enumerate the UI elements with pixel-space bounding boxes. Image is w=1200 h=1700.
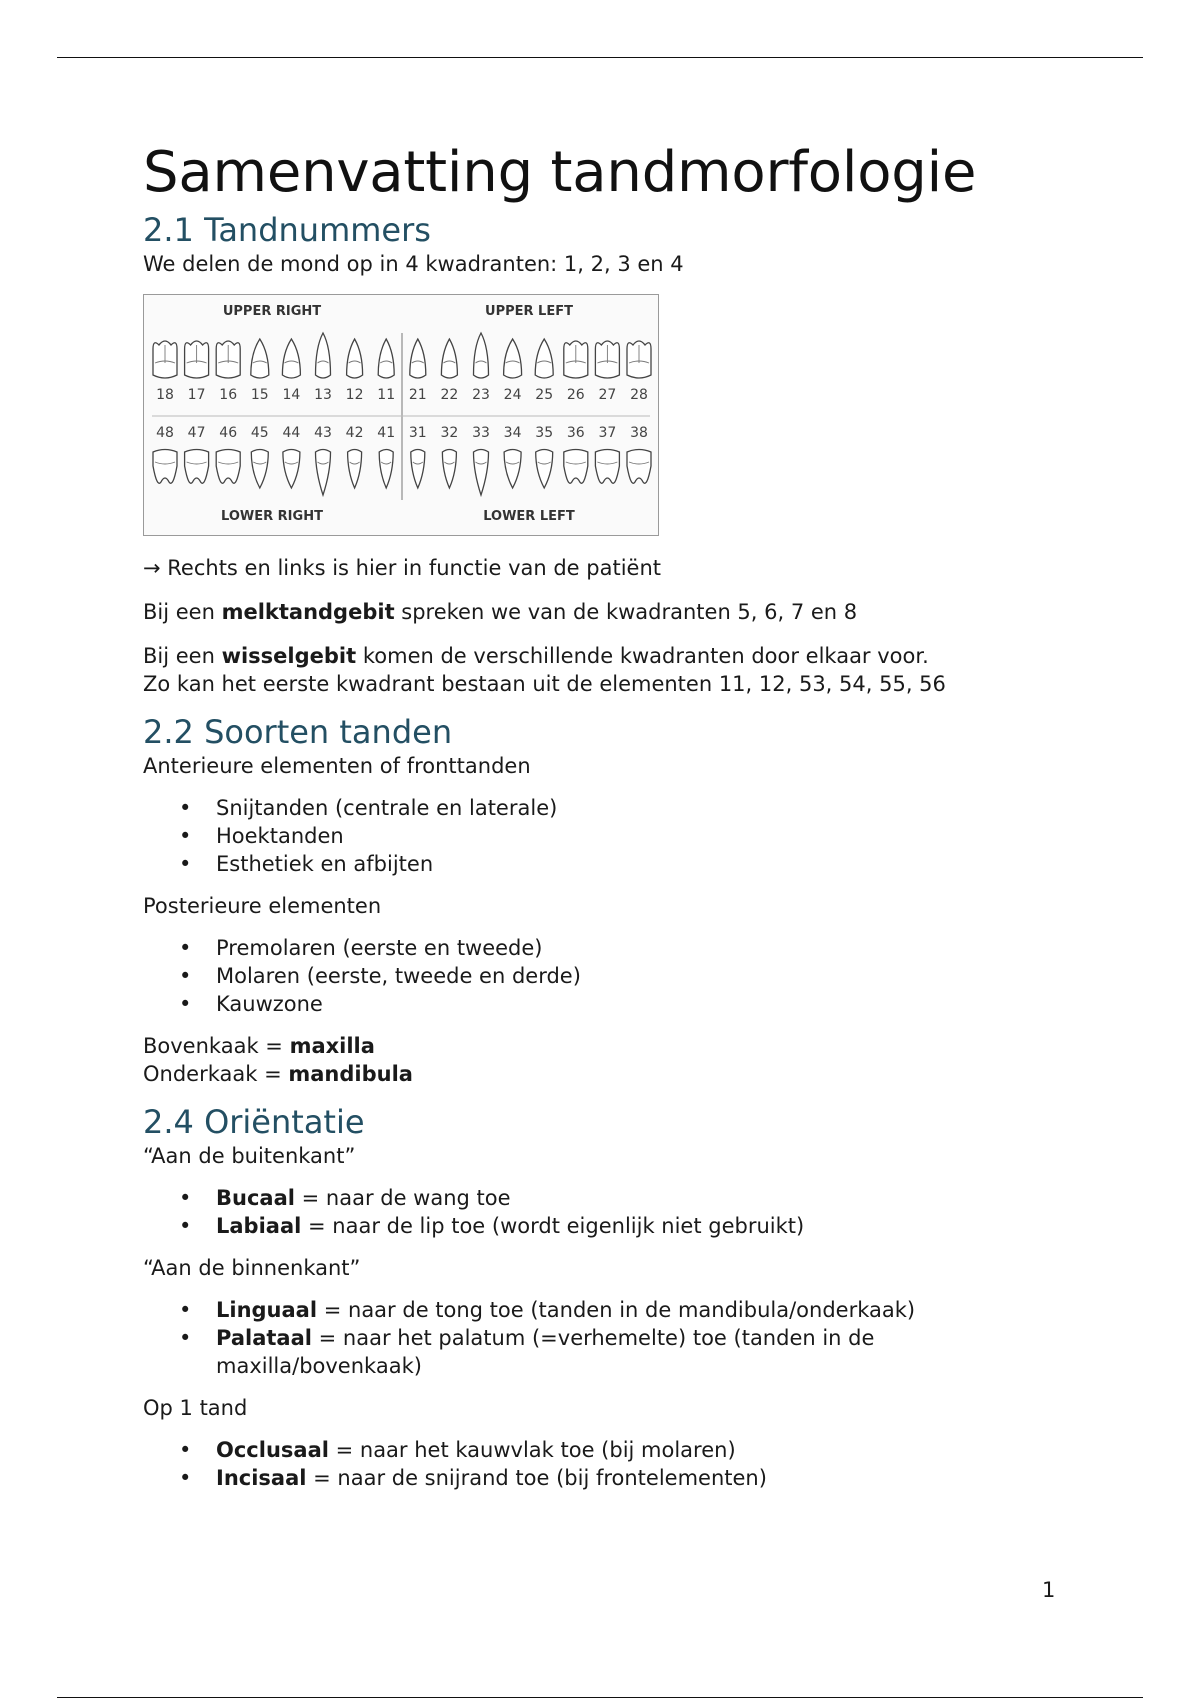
- list-item: • Premolaren (eerste en tweede): [143, 934, 1073, 962]
- tooth-number-lower: 36: [566, 425, 585, 441]
- tooth-number-upper: 17: [187, 387, 206, 403]
- tooth-number-upper: 28: [630, 387, 648, 403]
- page-number: 1: [1042, 1578, 1056, 1602]
- list-item: • Molaren (eerste, tweede en derde): [143, 962, 1073, 990]
- tooth-number-lower: 45: [250, 425, 269, 441]
- tooth-number-upper: 26: [566, 387, 585, 403]
- document-title: Samenvatting tandmorfologie: [143, 140, 977, 205]
- upper-incisor-shape: [441, 339, 457, 378]
- upper-molar-shape: [564, 341, 588, 378]
- tooth-number-upper: 24: [503, 387, 522, 403]
- wisselgebit-paragraph: Bij een wisselgebit komen de verschillende kwadranten door elkaar voor. Zo kan het eerste kwadrant bestaan uit de elementen 11, 12, 53, 54, 55, 56: [143, 644, 946, 696]
- tooth-number-lower: 34: [503, 425, 522, 441]
- intro-kwadranten: We delen de mond op in 4 kwadranten: 1, 2, 3 en 4: [143, 252, 684, 276]
- lower-molar-shape: [627, 450, 651, 484]
- posterior-label: Posterieure elementen: [143, 894, 382, 918]
- list-item: • Esthetiek en afbijten: [143, 850, 1073, 878]
- tooth-number-upper: 23: [472, 387, 490, 403]
- list-item: • Palataal = naar het palatum (=verhemelte) toe (tanden in de maxilla/bovenkaak): [143, 1324, 1073, 1380]
- lower-molar-shape: [564, 450, 588, 484]
- tooth-label: Op 1 tand: [143, 1396, 248, 1420]
- list-item: • Bucaal = naar de wang toe: [143, 1184, 1073, 1212]
- posterior-list: [143, 934, 1073, 1018]
- lower-incisor-shape: [348, 450, 362, 489]
- anterior-list: [143, 794, 1073, 878]
- tooth-number-lower: 38: [630, 425, 648, 441]
- lower-premolar-shape: [251, 450, 268, 489]
- list-item: • Incisaal = naar de snijrand toe (bij frontelementen): [143, 1464, 1073, 1492]
- tooth-number-lower: 37: [598, 425, 617, 441]
- header-rule: [57, 57, 1143, 58]
- lower-incisor-shape: [379, 450, 393, 489]
- upper-molar-shape: [216, 341, 240, 378]
- lower-premolar-shape: [504, 450, 521, 489]
- document-body: [143, 140, 1073, 1492]
- tooth-number-upper: 14: [282, 387, 301, 403]
- tooth-number-upper: 21: [408, 387, 427, 403]
- lower-molar-shape: [216, 450, 240, 484]
- tooth-numbering-figure: [143, 294, 659, 536]
- tooth-number-lower: 44: [282, 425, 301, 441]
- outside-label: “Aan de buitenkant”: [143, 1144, 356, 1168]
- side-note: → Rechts en links is hier in functie van de patiënt: [143, 556, 662, 580]
- tooth-chart-illustration: [144, 295, 658, 535]
- label-lower-right: LOWER RIGHT: [221, 509, 323, 524]
- tooth-number-upper: 25: [535, 387, 554, 403]
- label-upper-right: UPPER RIGHT: [222, 304, 322, 319]
- upper-molar-shape: [153, 341, 177, 378]
- tooth-number-upper: 15: [250, 387, 269, 403]
- term-maxilla: maxilla: [289, 1034, 375, 1058]
- upper-incisor-shape: [410, 339, 426, 378]
- melktandgebit-paragraph: Bij een melktandgebit spreken we van de kwadranten 5, 6, 7 en 8: [143, 600, 858, 624]
- upper-molar-shape: [185, 341, 209, 378]
- lower-premolar-shape: [283, 450, 300, 489]
- list-item: • Labiaal = naar de lip toe (wordt eigenlijk niet gebruikt): [143, 1212, 1073, 1240]
- tooth-number-lower: 33: [472, 425, 490, 441]
- tooth-number-lower: 31: [408, 425, 427, 441]
- list-item: • Occlusaal = naar het kauwvlak toe (bij molaren): [143, 1436, 1073, 1464]
- heading-orientatie: 2.4 Oriëntatie: [143, 1103, 365, 1141]
- upper-premolar-shape: [535, 339, 553, 378]
- list-item: • Hoektanden: [143, 822, 1073, 850]
- tooth-number-upper: 18: [156, 387, 174, 403]
- lower-molar-shape: [153, 450, 177, 484]
- tooth-number-upper: 13: [314, 387, 332, 403]
- upper-premolar-shape: [251, 339, 269, 378]
- tooth-number-lower: 42: [345, 425, 364, 441]
- list-item: • Linguaal = naar de tong toe (tanden in de mandibula/onderkaak): [143, 1296, 1073, 1324]
- term-wisselgebit: wisselgebit: [221, 644, 357, 668]
- inside-list: [143, 1296, 1073, 1380]
- anterior-label: Anterieure elementen of fronttanden: [143, 754, 531, 778]
- tooth-number-lower: 43: [314, 425, 332, 441]
- tooth-number-lower: 47: [187, 425, 206, 441]
- tooth-number-lower: 46: [219, 425, 238, 441]
- list-item: • Snijtanden (centrale en laterale): [143, 794, 1073, 822]
- tooth-number-lower: 48: [156, 425, 174, 441]
- term-mandibula: mandibula: [288, 1062, 413, 1086]
- lower-molar-shape: [595, 450, 619, 484]
- lower-premolar-shape: [536, 450, 553, 489]
- upper-molar-shape: [627, 341, 651, 378]
- label-upper-left: UPPER LEFT: [485, 304, 573, 319]
- footer-rule: [57, 1697, 1143, 1698]
- heading-tandnummers: 2.1 Tandnummers: [143, 211, 431, 249]
- upper-molar-shape: [595, 341, 619, 378]
- upper-premolar-shape: [504, 339, 522, 378]
- tooth-number-upper: 12: [345, 387, 364, 403]
- tooth-number-upper: 27: [598, 387, 617, 403]
- upper-incisor-shape: [347, 339, 363, 378]
- lower-incisor-shape: [411, 450, 425, 489]
- tooth-number-lower: 32: [440, 425, 459, 441]
- lower-canine-shape: [474, 450, 489, 496]
- tooth-number-lower: 35: [535, 425, 554, 441]
- maxilla-line: Bovenkaak = maxilla Onderkaak = mandibula: [143, 1034, 413, 1086]
- lower-canine-shape: [316, 450, 331, 496]
- heading-soorten-tanden: 2.2 Soorten tanden: [143, 713, 453, 751]
- term-melktandgebit: melktandgebit: [221, 600, 395, 624]
- tooth-number-upper: 16: [219, 387, 238, 403]
- upper-canine-shape: [474, 333, 489, 378]
- upper-incisor-shape: [378, 339, 394, 378]
- upper-premolar-shape: [282, 339, 300, 378]
- tooth-list: [143, 1436, 1073, 1492]
- outside-list: [143, 1184, 1073, 1240]
- lower-incisor-shape: [442, 450, 456, 489]
- tooth-number-lower: 41: [377, 425, 396, 441]
- list-item: • Kauwzone: [143, 990, 1073, 1018]
- upper-canine-shape: [316, 333, 331, 378]
- lower-molar-shape: [185, 450, 209, 484]
- label-lower-left: LOWER LEFT: [483, 509, 575, 524]
- tooth-number-upper: 22: [440, 387, 459, 403]
- inside-label: “Aan de binnenkant”: [143, 1256, 361, 1280]
- tooth-number-upper: 11: [377, 387, 396, 403]
